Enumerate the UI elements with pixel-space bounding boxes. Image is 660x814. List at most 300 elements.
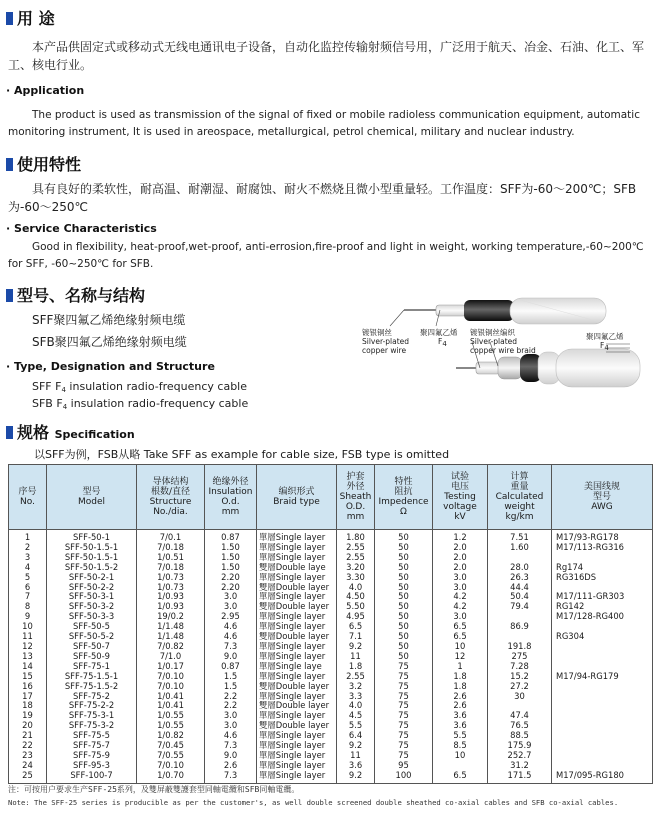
cell-col-weight: 76.5 xyxy=(488,721,552,731)
cell-col-no: 14 xyxy=(9,662,47,672)
cell-col-voltage: 3.0 xyxy=(433,573,488,583)
cell-col-structure: 7/0.10 xyxy=(137,672,205,682)
usage-title-text: 用 途 xyxy=(17,9,55,28)
label-silver-plated-copper-wire: 镀银铜丝 Silver-plated copper wire xyxy=(362,328,410,355)
cell-col-no: 6 xyxy=(9,583,47,593)
table-row xyxy=(9,622,653,632)
label-ptfe-1: 聚四氟乙烯 F4 xyxy=(420,328,458,348)
cell-col-model: SFF-50-1.5-1 xyxy=(47,553,137,563)
cell-col-impedance: 75 xyxy=(375,672,433,682)
features-subtitle-text: Service Characteristics xyxy=(14,222,157,235)
cell-col-no: 2 xyxy=(9,543,47,553)
cell-col-impedance: 50 xyxy=(375,602,433,612)
cell-col-insulation: 2.2 xyxy=(205,701,257,711)
cell-col-no: 24 xyxy=(9,761,47,771)
cell-col-sheath: 1.8 xyxy=(337,662,375,672)
cell-col-weight: 175.9 xyxy=(488,741,552,751)
cell-col-insulation: 0.87 xyxy=(205,530,257,543)
cell-col-sheath: 2.55 xyxy=(337,543,375,553)
cell-col-weight: 28.0 xyxy=(488,563,552,573)
cell-col-structure: 1/0.70 xyxy=(137,771,205,783)
cell-col-braid: 單層Single layer xyxy=(257,761,337,771)
table-row xyxy=(9,530,653,543)
cell-col-braid: 雙層Double layer xyxy=(257,632,337,642)
cell-col-model: SFF-75-2 xyxy=(47,692,137,702)
cell-col-weight: 88.5 xyxy=(488,731,552,741)
cell-col-structure: 1/1.48 xyxy=(137,622,205,632)
cell-col-impedance: 75 xyxy=(375,721,433,731)
cell-col-model: SFF-75-5 xyxy=(47,731,137,741)
cell-col-model: SFF-75-1.5-2 xyxy=(47,682,137,692)
cell-col-sheath: 4.50 xyxy=(337,592,375,602)
features-paragraph-en: Good in flexibility, heat-proof,wet-proof, anti-errosion,fire-proof and light in weight, working temperature,-60~200℃ for SFF, -60~250℃ for SFB. xyxy=(8,241,644,270)
cell-col-sheath: 6.5 xyxy=(337,622,375,632)
cell-col-awg: M17/095-RG180 xyxy=(552,771,653,783)
cell-col-no: 17 xyxy=(9,692,47,702)
cell-col-voltage: 6.5 xyxy=(433,771,488,783)
cell-col-sheath: 4.5 xyxy=(337,711,375,721)
cell-col-no: 16 xyxy=(9,682,47,692)
section-bullet-icon xyxy=(6,158,13,171)
cell-col-structure: 1/0.93 xyxy=(137,592,205,602)
cell-col-impedance: 50 xyxy=(375,642,433,652)
cell-col-model: SFF-50-9 xyxy=(47,652,137,662)
cell-col-braid: 單層Single layer xyxy=(257,622,337,632)
cell-col-model: SFF-75-2-2 xyxy=(47,701,137,711)
cell-col-structure: 7/0.10 xyxy=(137,761,205,771)
cell-col-sheath: 11 xyxy=(337,751,375,761)
header-col-insulation: 绝缘外径 Insulation O.d. mm xyxy=(205,465,257,530)
cell-col-sheath: 9.2 xyxy=(337,771,375,783)
cell-col-insulation: 2.6 xyxy=(205,761,257,771)
cell-col-impedance: 50 xyxy=(375,553,433,563)
cell-col-impedance: 75 xyxy=(375,731,433,741)
cell-col-weight xyxy=(488,701,552,711)
cell-col-sheath: 4.95 xyxy=(337,612,375,622)
cell-col-weight: 50.4 xyxy=(488,592,552,602)
type-sfb-cn: SFB聚四氟乙烯绝缘射频电缆 xyxy=(32,335,187,349)
features-title-text: 使用特性 xyxy=(17,155,82,174)
section-title-spec xyxy=(6,420,135,443)
cell-col-sheath: 4.0 xyxy=(337,583,375,593)
cell-col-awg xyxy=(552,761,653,771)
cell-col-braid: 單層Single layer xyxy=(257,672,337,682)
cell-col-weight xyxy=(488,612,552,622)
cell-col-awg: RG142 xyxy=(552,602,653,612)
cell-col-voltage: 3.0 xyxy=(433,583,488,593)
cell-col-braid: 單層Single layer xyxy=(257,553,337,563)
cell-col-weight: 31.2 xyxy=(488,761,552,771)
cell-col-weight: 86.9 xyxy=(488,622,552,632)
cell-col-awg xyxy=(552,652,653,662)
cell-col-sheath: 6.4 xyxy=(337,731,375,741)
cell-col-impedance: 50 xyxy=(375,652,433,662)
section-bullet-icon xyxy=(6,426,13,439)
cell-col-impedance: 75 xyxy=(375,741,433,751)
spec-table xyxy=(8,464,653,784)
cell-col-insulation: 3.0 xyxy=(205,711,257,721)
cell-col-impedance: 75 xyxy=(375,751,433,761)
cable-structure-diagram xyxy=(360,296,650,404)
type-sfb-en: SFB F4 insulation radio-frequency cable xyxy=(32,397,249,411)
cell-col-braid: 雙層Double laye xyxy=(257,563,337,573)
cell-col-insulation: 4.6 xyxy=(205,731,257,741)
cell-col-awg xyxy=(552,553,653,563)
header-col-structure: 导体结构 根数/直径 Structure No./dia. xyxy=(137,465,205,530)
cell-col-sheath: 4.0 xyxy=(337,701,375,711)
cell-col-awg: Rg174 xyxy=(552,563,653,573)
cell-col-structure: 1/0.73 xyxy=(137,573,205,583)
table-row xyxy=(9,642,653,652)
cell-col-model: SFF-95-3 xyxy=(47,761,137,771)
cell-col-model: SFF-50-5 xyxy=(47,622,137,632)
cell-col-model: SFF-50-3-2 xyxy=(47,602,137,612)
spec-title-cn: 规格 xyxy=(17,423,50,442)
cell-col-weight: 79.4 xyxy=(488,602,552,612)
cell-col-insulation: 1.5 xyxy=(205,682,257,692)
cell-col-insulation: 3.0 xyxy=(205,592,257,602)
cell-col-insulation: 4.6 xyxy=(205,622,257,632)
cell-col-awg: RG304 xyxy=(552,632,653,642)
header-col-no: 序号 No. xyxy=(9,465,47,530)
spec-intro: 以SFF为例，FSB从略 Take SFF as example for cable size, FSB type is omitted xyxy=(34,448,450,461)
cell-col-structure: 1/0.93 xyxy=(137,602,205,612)
label-ptfe-2: 聚四氟乙烯 F4 xyxy=(586,332,624,352)
cell-col-voltage: 3.6 xyxy=(433,711,488,721)
cell-col-impedance: 50 xyxy=(375,612,433,622)
cell-col-structure: 1/0.17 xyxy=(137,662,205,672)
cell-col-awg xyxy=(552,622,653,632)
table-row xyxy=(9,602,653,612)
section-title-features xyxy=(6,152,81,175)
cell-col-impedance: 50 xyxy=(375,573,433,583)
cell-col-awg: M17/113-RG316 xyxy=(552,543,653,553)
cell-col-structure: 1/0.41 xyxy=(137,701,205,711)
table-row xyxy=(9,672,653,682)
cell-col-structure: 7/1.0 xyxy=(137,652,205,662)
cell-col-model: SFF-50-1.5-2 xyxy=(47,563,137,573)
table-row xyxy=(9,573,653,583)
cell-col-insulation: 7.3 xyxy=(205,741,257,751)
cell-col-voltage: 1 xyxy=(433,662,488,672)
spec-table-body xyxy=(9,530,653,784)
cell-col-weight: 7.28 xyxy=(488,662,552,672)
table-row xyxy=(9,563,653,573)
cell-col-impedance: 100 xyxy=(375,771,433,783)
cell-col-braid: 單層Single laye xyxy=(257,662,337,672)
usage-subtitle-text: Application xyxy=(14,84,85,97)
header-col-awg: 美国线规 型号 AWG xyxy=(552,465,653,530)
cell-col-sheath: 11 xyxy=(337,652,375,662)
cell-col-voltage: 10 xyxy=(433,642,488,652)
cell-col-no: 18 xyxy=(9,701,47,711)
table-row xyxy=(9,543,653,553)
cell-col-awg xyxy=(552,711,653,721)
cell-col-voltage: 6.5 xyxy=(433,632,488,642)
table-row xyxy=(9,731,653,741)
cell-col-weight xyxy=(488,553,552,563)
cell-col-awg: M17/111-GR303 xyxy=(552,592,653,602)
features-paragraph-cn: 具有良好的柔软性，耐高温、耐潮湿、耐腐蚀、耐火不燃烧且微小型重量轻。工作温度：SFF为-60～200℃；SFB为-60～250℃ xyxy=(8,182,637,214)
cell-col-insulation: 3.0 xyxy=(205,721,257,731)
cell-col-awg xyxy=(552,583,653,593)
cell-col-braid: 單層Single layer xyxy=(257,711,337,721)
cell-col-structure: 1/0.55 xyxy=(137,721,205,731)
cell-col-sheath: 7.1 xyxy=(337,632,375,642)
table-row xyxy=(9,721,653,731)
type-sff-en: SFF F4 insulation radio-frequency cable xyxy=(32,380,247,394)
cell-col-impedance: 75 xyxy=(375,711,433,721)
header-col-voltage: 试验 电压 Testing voltage kV xyxy=(433,465,488,530)
cell-col-no: 10 xyxy=(9,622,47,632)
cell-col-no: 23 xyxy=(9,751,47,761)
cell-col-braid: 單層Single layer xyxy=(257,530,337,543)
usage-paragraph-cn: 本产品供固定式或移动式无线电通讯电子设备，自动化监控传输射频信号用，广泛用于航天、冶金、石油、化工、军工、核电行业。 xyxy=(8,40,645,72)
cell-col-model: SFF-75-1.5-1 xyxy=(47,672,137,682)
table-row xyxy=(9,682,653,692)
section-title-types xyxy=(6,283,145,306)
cell-col-structure: 7/0.45 xyxy=(137,741,205,751)
cell-col-weight: 7.51 xyxy=(488,530,552,543)
cell-col-insulation: 2.20 xyxy=(205,583,257,593)
header-col-model: 型号 Model xyxy=(47,465,137,530)
upper-cable-icon xyxy=(404,298,606,324)
cell-col-awg xyxy=(552,721,653,731)
cell-col-voltage: 2.6 xyxy=(433,701,488,711)
cell-col-insulation: 1.50 xyxy=(205,563,257,573)
cell-col-no: 7 xyxy=(9,592,47,602)
section-title-usage xyxy=(6,6,55,29)
cell-col-structure: 7/0.55 xyxy=(137,751,205,761)
types-title-text: 型号、名称与结构 xyxy=(17,286,146,305)
cell-col-sheath: 9.2 xyxy=(337,741,375,751)
cell-col-voltage: 4.2 xyxy=(433,602,488,612)
table-row xyxy=(9,612,653,622)
cell-col-model: SFF-50-7 xyxy=(47,642,137,652)
cell-col-model: SFF-50-2-2 xyxy=(47,583,137,593)
cell-col-no: 5 xyxy=(9,573,47,583)
cell-col-insulation: 1.5 xyxy=(205,672,257,682)
cell-col-voltage: 12 xyxy=(433,652,488,662)
cell-col-model: SFF-75-9 xyxy=(47,751,137,761)
section-bullet-icon xyxy=(6,289,13,302)
table-row xyxy=(9,632,653,642)
cell-col-insulation: 7.3 xyxy=(205,771,257,783)
header-col-sheath: 护套 外径 Sheath O.D. mm xyxy=(337,465,375,530)
cell-col-weight: 252.7 xyxy=(488,751,552,761)
cell-col-impedance: 50 xyxy=(375,583,433,593)
cell-col-sheath: 3.20 xyxy=(337,563,375,573)
cell-col-weight: 47.4 xyxy=(488,711,552,721)
cell-col-braid: 雙層Double layer xyxy=(257,602,337,612)
table-row xyxy=(9,701,653,711)
cell-col-model: SFF-50-2-1 xyxy=(47,573,137,583)
cell-col-braid: 單層Single layer xyxy=(257,751,337,761)
cell-col-model: SFF-75-7 xyxy=(47,741,137,751)
cell-col-sheath: 9.2 xyxy=(337,642,375,652)
features-subtitle-en: · Service Characteristics xyxy=(6,222,157,235)
cell-col-insulation: 1.50 xyxy=(205,543,257,553)
cell-col-structure: 1/0.55 xyxy=(137,711,205,721)
cell-col-structure: 1/0.51 xyxy=(137,553,205,563)
cell-col-braid: 單層Single layer xyxy=(257,592,337,602)
cell-col-model: SFF-75-3-2 xyxy=(47,721,137,731)
cell-col-voltage: 1.8 xyxy=(433,682,488,692)
cell-col-voltage xyxy=(433,761,488,771)
cell-col-voltage: 8.5 xyxy=(433,741,488,751)
cell-col-structure: 7/0.18 xyxy=(137,543,205,553)
cell-col-awg: RG316DS xyxy=(552,573,653,583)
cell-col-weight: 275 xyxy=(488,652,552,662)
cell-col-braid: 雙層Double layer xyxy=(257,583,337,593)
header-col-braid: 编织形式 Braid type xyxy=(257,465,337,530)
cell-col-voltage: 4.2 xyxy=(433,592,488,602)
cell-col-sheath: 3.6 xyxy=(337,761,375,771)
cell-col-structure: 7/0.1 xyxy=(137,530,205,543)
table-row xyxy=(9,662,653,672)
types-subtitle-en: · Type, Designation and Structure xyxy=(6,360,215,373)
cell-col-voltage: 2.0 xyxy=(433,543,488,553)
cell-col-structure: 7/0.82 xyxy=(137,642,205,652)
cell-col-structure: 1/0.73 xyxy=(137,583,205,593)
cell-col-sheath: 2.55 xyxy=(337,553,375,563)
table-row xyxy=(9,592,653,602)
table-row xyxy=(9,771,653,783)
cell-col-awg xyxy=(552,751,653,761)
cell-col-voltage: 3.0 xyxy=(433,612,488,622)
cell-col-awg: M17/128-RG400 xyxy=(552,612,653,622)
cell-col-weight: 26.3 xyxy=(488,573,552,583)
cell-col-awg xyxy=(552,731,653,741)
note-cn: 注：可按用户要求生产SFF-25系列，及雙屏蔽雙護套型同軸電纜和SFB同軸電纜。 xyxy=(8,785,300,794)
cell-col-impedance: 50 xyxy=(375,563,433,573)
cell-col-braid: 雙層Double layer xyxy=(257,682,337,692)
cell-col-insulation: 9.0 xyxy=(205,751,257,761)
header-col-impedance: 特性 阻抗 Impedence Ω xyxy=(375,465,433,530)
cell-col-no: 22 xyxy=(9,741,47,751)
cell-col-weight: 1.60 xyxy=(488,543,552,553)
cell-col-voltage: 3.6 xyxy=(433,721,488,731)
cell-col-model: SFF-50-3-3 xyxy=(47,612,137,622)
cell-col-awg xyxy=(552,642,653,652)
cell-col-sheath: 5.5 xyxy=(337,721,375,731)
cell-col-impedance: 50 xyxy=(375,632,433,642)
cell-col-voltage: 2.0 xyxy=(433,553,488,563)
cell-col-awg: M17/93-RG178 xyxy=(552,530,653,543)
cell-col-impedance: 50 xyxy=(375,592,433,602)
cell-col-braid: 雙層Double layer xyxy=(257,721,337,731)
cell-col-sheath: 1.80 xyxy=(337,530,375,543)
table-row xyxy=(9,652,653,662)
cell-col-awg xyxy=(552,682,653,692)
cell-col-impedance: 50 xyxy=(375,530,433,543)
cell-col-no: 13 xyxy=(9,652,47,662)
usage-paragraph-en: The product is used as transmission of the signal of fixed or mobile radioless communication equipment, automatic monitoring instrument, It is used in areospace, metallurgical, petrol chemical, military and nuclear industry. xyxy=(8,109,640,138)
section-bullet-icon xyxy=(6,12,13,25)
cell-col-model: SFF-75-3-1 xyxy=(47,711,137,721)
cell-col-braid: 單層Single layer xyxy=(257,573,337,583)
cell-col-awg xyxy=(552,662,653,672)
cell-col-insulation: 2.20 xyxy=(205,573,257,583)
spec-table-header xyxy=(9,465,653,530)
cell-col-sheath: 5.50 xyxy=(337,602,375,612)
cell-col-braid: 單層Single layer xyxy=(257,652,337,662)
cell-col-weight: 15.2 xyxy=(488,672,552,682)
cell-col-no: 15 xyxy=(9,672,47,682)
cell-col-model: SFF-50-1 xyxy=(47,530,137,543)
table-row xyxy=(9,751,653,761)
cell-col-no: 11 xyxy=(9,632,47,642)
cell-col-braid: 雙層Double layer xyxy=(257,701,337,711)
cell-col-no: 12 xyxy=(9,642,47,652)
cell-col-no: 9 xyxy=(9,612,47,622)
table-row xyxy=(9,692,653,702)
cell-col-no: 20 xyxy=(9,721,47,731)
types-subtitle-text: Type, Designation and Structure xyxy=(14,360,215,373)
cell-col-braid: 單層Single layer xyxy=(257,741,337,751)
cell-col-impedance: 75 xyxy=(375,701,433,711)
cell-col-voltage: 6.5 xyxy=(433,622,488,632)
table-row xyxy=(9,711,653,721)
cell-col-impedance: 50 xyxy=(375,543,433,553)
cell-col-weight: 27.2 xyxy=(488,682,552,692)
cell-col-braid: 單層Single layer xyxy=(257,543,337,553)
cell-col-awg xyxy=(552,741,653,751)
cell-col-sheath: 3.30 xyxy=(337,573,375,583)
cell-col-model: SFF-50-3-1 xyxy=(47,592,137,602)
cell-col-impedance: 75 xyxy=(375,682,433,692)
cell-col-braid: 單層Single layer xyxy=(257,731,337,741)
cell-col-voltage: 2.6 xyxy=(433,692,488,702)
cell-col-braid: 單層Single layer xyxy=(257,642,337,652)
cell-col-model: SFF-50-1.5-1 xyxy=(47,543,137,553)
cell-col-no: 21 xyxy=(9,731,47,741)
cell-col-no: 19 xyxy=(9,711,47,721)
cell-col-structure: 1/0.41 xyxy=(137,692,205,702)
cell-col-awg: M17/94-RG179 xyxy=(552,672,653,682)
cell-col-weight xyxy=(488,632,552,642)
cell-col-braid: 單層Single layer xyxy=(257,771,337,783)
cell-col-impedance: 75 xyxy=(375,692,433,702)
cell-col-voltage: 5.5 xyxy=(433,731,488,741)
cell-col-structure: 19/0.2 xyxy=(137,612,205,622)
cell-col-impedance: 50 xyxy=(375,622,433,632)
cell-col-structure: 7/0.10 xyxy=(137,682,205,692)
cell-col-insulation: 3.0 xyxy=(205,602,257,612)
cell-col-insulation: 9.0 xyxy=(205,652,257,662)
spec-title-en: Specification xyxy=(54,428,135,441)
cell-col-no: 3 xyxy=(9,553,47,563)
cell-col-insulation: 2.95 xyxy=(205,612,257,622)
cell-col-weight: 191.8 xyxy=(488,642,552,652)
cell-col-impedance: 95 xyxy=(375,761,433,771)
cell-col-awg xyxy=(552,692,653,702)
cell-col-impedance: 75 xyxy=(375,662,433,672)
cell-col-structure: 7/0.18 xyxy=(137,563,205,573)
cell-col-voltage: 10 xyxy=(433,751,488,761)
cell-col-sheath: 2.55 xyxy=(337,672,375,682)
cell-col-structure: 1/0.82 xyxy=(137,731,205,741)
cell-col-no: 1 xyxy=(9,530,47,543)
cell-col-sheath: 3.3 xyxy=(337,692,375,702)
cell-col-weight: 44.4 xyxy=(488,583,552,593)
cell-col-braid: 單層Single layer xyxy=(257,692,337,702)
cell-col-insulation: 0.87 xyxy=(205,662,257,672)
table-row xyxy=(9,761,653,771)
label-silver-plated-copper-braid: 镀银铜丝编织 Silver-plated copper wire braid xyxy=(470,328,536,355)
type-sff-cn: SFF聚四氟乙烯绝缘射频电缆 xyxy=(32,313,186,327)
cell-col-insulation: 2.2 xyxy=(205,692,257,702)
